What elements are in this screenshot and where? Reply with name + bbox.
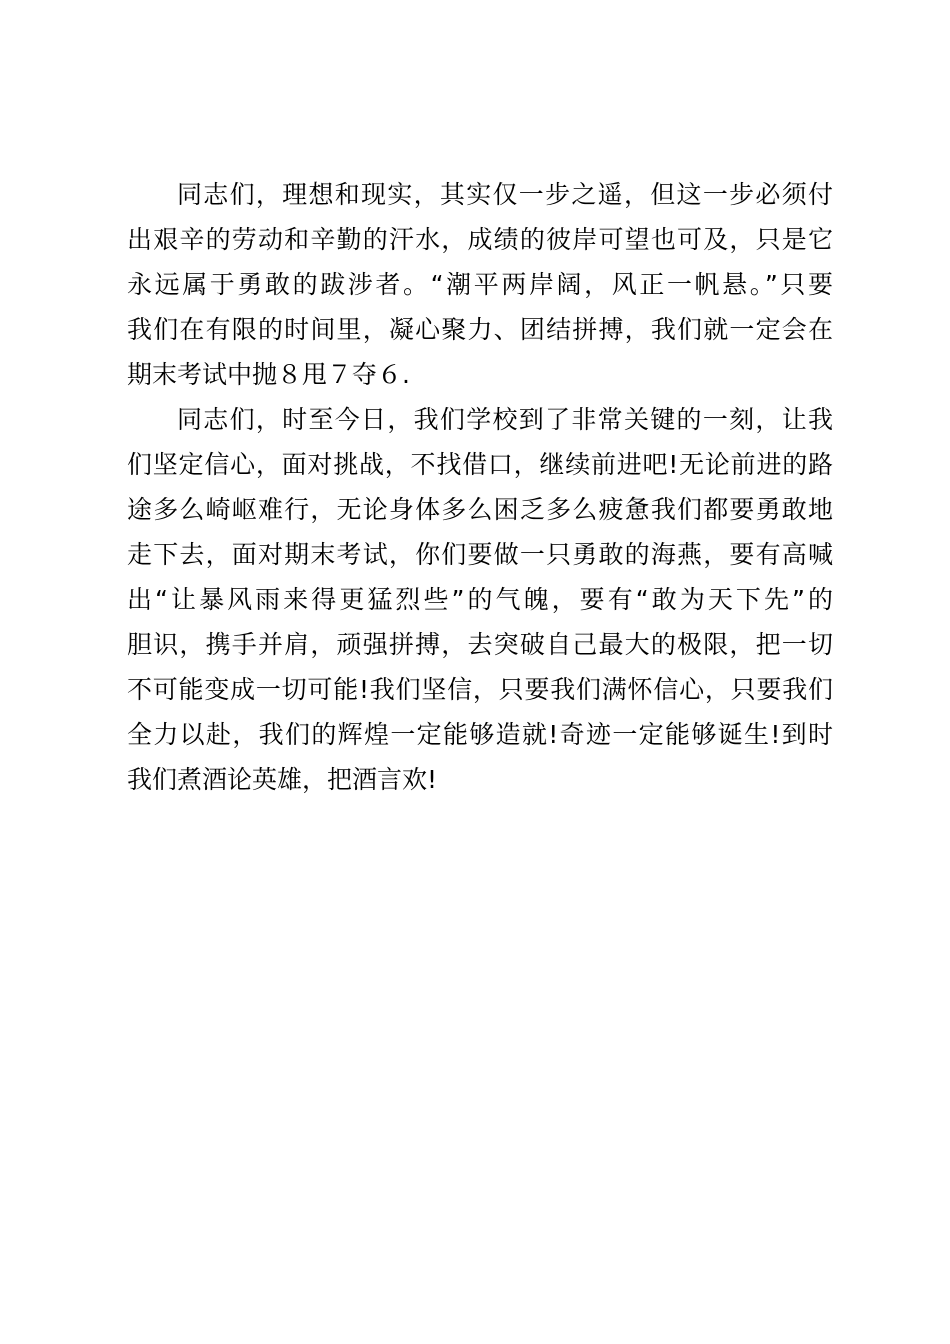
paragraph-line: 我们在有限的时间里，凝心聚力、团结拼搏，我们就一定会在 <box>127 315 833 344</box>
paragraph-line: 出艰辛的劳动和辛勤的汗水，成绩的彼岸可望也可及，只是它 <box>127 225 833 254</box>
paragraph-line: 同志们，时至今日，我们学校到了非常关键的一刻，让我 <box>177 405 833 434</box>
paragraph-line: 胆识，携手并肩，顽强拼搏，去突破自己最大的极限，把一切 <box>127 630 833 659</box>
paragraph-line: 不可能变成一切可能!我们坚信，只要我们满怀信心，只要我们 <box>127 675 833 704</box>
paragraph-line: 同志们，理想和现实，其实仅一步之遥，但这一步必须付 <box>177 180 833 209</box>
document-body <box>127 172 833 802</box>
paragraph-line: 期末考试中抛８甩７夺６. <box>127 360 410 389</box>
paragraph-line: 永远属于勇敢的跋涉者。“潮平两岸阔，风正一帆悬。”只要 <box>127 270 833 299</box>
paragraph-line: 全力以赴，我们的辉煌一定能够造就!奇迹一定能够诞生!到时 <box>127 720 833 749</box>
paragraph-1 <box>127 172 833 397</box>
paragraph-line: 出“让暴风雨来得更猛烈些”的气魄，要有“敢为天下先”的 <box>127 585 833 614</box>
paragraph-2 <box>127 397 833 802</box>
paragraph-line: 途多么崎岖难行，无论身体多么困乏多么疲惫我们都要勇敢地 <box>127 495 833 524</box>
paragraph-line: 我们煮酒论英雄，把酒言欢! <box>127 765 438 794</box>
paragraph-line: 走下去，面对期末考试，你们要做一只勇敢的海燕，要有高喊 <box>127 540 833 569</box>
paragraph-line: 们坚定信心，面对挑战，不找借口，继续前进吧!无论前进的路 <box>127 450 833 479</box>
